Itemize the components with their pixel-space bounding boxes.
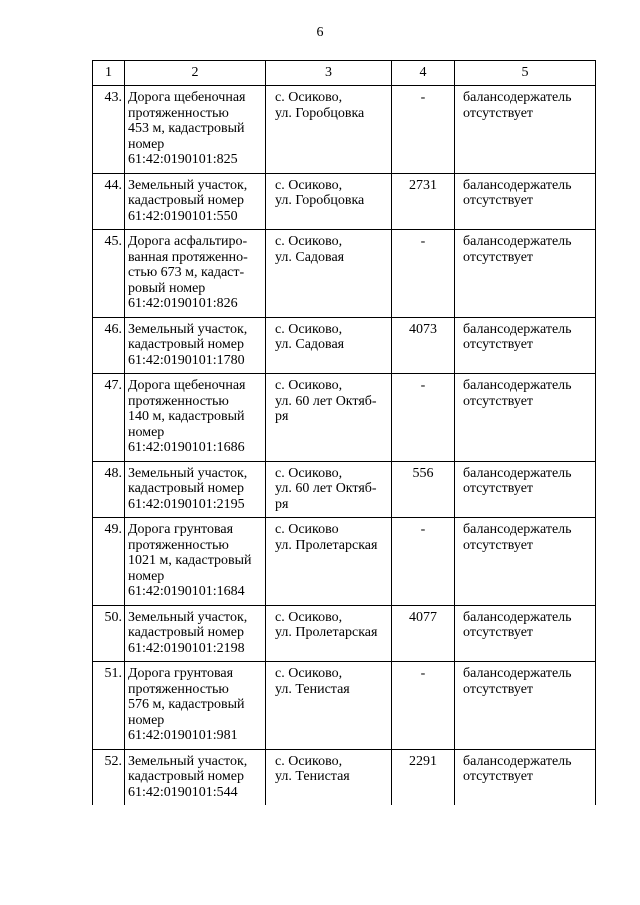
- object-name-line: ванная протяженно-: [128, 249, 248, 265]
- balance-holder-line: балансодержатель: [463, 465, 572, 481]
- object-name-line: протяженностью: [128, 537, 229, 553]
- object-name-line: Дорога щебеночная: [128, 90, 246, 105]
- registry-body: [93, 86, 596, 806]
- table-row: [93, 518, 596, 606]
- object-name-line: 61:42:0190101:1684: [128, 584, 245, 599]
- balance-holder-line: балансодержатель: [463, 609, 572, 625]
- address-line: с. Осиково,: [275, 90, 343, 105]
- area-cell: -: [392, 662, 455, 750]
- object-name-cell: [125, 374, 266, 462]
- address-line: ул. Горобцовка: [275, 105, 365, 121]
- balance-holder-cell: [455, 374, 596, 462]
- address-line: ул. Горобцовка: [275, 193, 365, 208]
- object-name-line: 61:42:0190101:981: [128, 728, 238, 743]
- balance-holder-cell: [455, 518, 596, 606]
- address-line: ул. 60 лет Октяб-: [275, 393, 377, 409]
- balance-holder-line: балансодержатель: [463, 522, 572, 537]
- balance-holder-cell: [455, 461, 596, 518]
- balance-holder-line: балансодержатель: [463, 90, 572, 105]
- object-name-line: 61:42:0190101:550: [128, 208, 238, 224]
- object-name-line: протяженностью: [128, 105, 229, 121]
- row-number-cell: 45.: [93, 230, 125, 318]
- address-cell: [266, 518, 392, 606]
- balance-holder-line: балансодержатель: [463, 177, 572, 193]
- address-cell: [266, 605, 392, 662]
- column-number-2: 2: [125, 61, 266, 86]
- table-row: [93, 374, 596, 462]
- table-row: [93, 317, 596, 374]
- address-line: с. Осиково,: [275, 666, 343, 681]
- object-name-cell: [125, 518, 266, 606]
- row-number-cell: 50.: [93, 605, 125, 662]
- address-line: с. Осиково,: [275, 465, 343, 481]
- balance-holder-line: отсутствует: [463, 681, 534, 697]
- object-name-line: кадастровый номер: [128, 193, 244, 208]
- object-name-line: 61:42:0190101:1780: [128, 352, 245, 368]
- area-cell: 556: [392, 461, 455, 518]
- row-number-cell: 48.: [93, 461, 125, 518]
- object-name-line: Земельный участок,: [128, 465, 248, 481]
- object-name-line: номер: [128, 712, 165, 728]
- object-name-line: Дорога грунтовая: [128, 522, 234, 537]
- row-number-cell: 47.: [93, 374, 125, 462]
- balance-holder-cell: [455, 749, 596, 805]
- area-cell: 2291: [392, 749, 455, 805]
- address-cell: [266, 662, 392, 750]
- address-cell: [266, 374, 392, 462]
- area-cell: -: [392, 374, 455, 462]
- address-line: с. Осиково,: [275, 609, 343, 625]
- address-line: ря: [275, 496, 289, 512]
- object-name-cell: [125, 605, 266, 662]
- row-number-cell: 43.: [93, 86, 125, 174]
- balance-holder-line: отсутствует: [463, 481, 534, 496]
- table-row: [93, 173, 596, 230]
- balance-holder-cell: [455, 86, 596, 174]
- object-name-line: кадастровый номер: [128, 625, 244, 640]
- object-name-cell: [125, 749, 266, 805]
- table-row: [93, 86, 596, 174]
- address-line: ул. Садовая: [275, 337, 345, 352]
- address-line: ул. 60 лет Октяб-: [275, 481, 377, 496]
- column-number-header-row: [93, 61, 596, 86]
- area-cell: 2731: [392, 173, 455, 230]
- balance-holder-line: отсутствует: [463, 625, 534, 640]
- address-cell: [266, 461, 392, 518]
- balance-holder-line: балансодержатель: [463, 753, 572, 769]
- balance-holder-cell: [455, 173, 596, 230]
- table-row: [93, 605, 596, 662]
- address-line: ул. Тенистая: [275, 681, 350, 697]
- balance-holder-line: балансодержатель: [463, 378, 572, 393]
- column-number-3: 3: [266, 61, 392, 86]
- object-name-line: 61:42:0190101:544: [128, 784, 238, 800]
- address-cell: [266, 749, 392, 805]
- balance-holder-line: отсутствует: [463, 249, 534, 265]
- object-name-line: номер: [128, 568, 165, 584]
- table-row: [93, 230, 596, 318]
- object-name-line: 61:42:0190101:1686: [128, 440, 245, 455]
- balance-holder-line: отсутствует: [463, 105, 534, 121]
- object-name-cell: [125, 86, 266, 174]
- object-name-line: 140 м, кадастровый: [128, 409, 245, 424]
- address-cell: [266, 86, 392, 174]
- address-line: ул. Садовая: [275, 249, 345, 265]
- balance-holder-line: отсутствует: [463, 537, 534, 553]
- address-line: ря: [275, 409, 289, 424]
- object-name-cell: [125, 317, 266, 374]
- object-name-line: стью 673 м, кадаст-: [128, 265, 245, 280]
- object-name-line: 61:42:0190101:2198: [128, 640, 245, 656]
- row-number-cell: 49.: [93, 518, 125, 606]
- object-name-line: Дорога асфальтиро-: [128, 234, 248, 249]
- area-cell: 4077: [392, 605, 455, 662]
- object-name-line: Дорога грунтовая: [128, 666, 234, 681]
- balance-holder-line: балансодержатель: [463, 666, 572, 681]
- object-name-line: 576 м, кадастровый: [128, 697, 245, 712]
- address-line: ул. Пролетарская: [275, 625, 378, 640]
- balance-holder-cell: [455, 230, 596, 318]
- table-row: [93, 749, 596, 805]
- column-number-1: 1: [93, 61, 125, 86]
- object-name-line: кадастровый номер: [128, 769, 244, 784]
- area-cell: -: [392, 518, 455, 606]
- table-row: [93, 461, 596, 518]
- address-line: с. Осиково,: [275, 321, 343, 337]
- object-name-line: 61:42:0190101:826: [128, 296, 238, 311]
- object-name-line: Земельный участок,: [128, 177, 248, 193]
- balance-holder-cell: [455, 317, 596, 374]
- address-line: с. Осиково,: [275, 234, 343, 249]
- row-number-cell: 52.: [93, 749, 125, 805]
- balance-holder-line: балансодержатель: [463, 234, 572, 249]
- object-name-line: 1021 м, кадастровый: [128, 553, 252, 568]
- object-name-cell: [125, 662, 266, 750]
- object-name-line: протяженностью: [128, 681, 229, 697]
- address-line: с. Осиково: [275, 522, 339, 537]
- object-name-line: Дорога щебеночная: [128, 378, 246, 393]
- area-cell: -: [392, 86, 455, 174]
- property-registry-table: [92, 60, 596, 805]
- area-cell: 4073: [392, 317, 455, 374]
- object-name-cell: [125, 230, 266, 318]
- balance-holder-line: отсутствует: [463, 393, 534, 409]
- row-number-cell: 46.: [93, 317, 125, 374]
- balance-holder-line: отсутствует: [463, 193, 534, 208]
- object-name-line: протяженностью: [128, 393, 229, 409]
- address-line: с. Осиково,: [275, 177, 343, 193]
- balance-holder-cell: [455, 605, 596, 662]
- balance-holder-line: отсутствует: [463, 337, 534, 352]
- object-name-line: 453 м, кадастровый: [128, 121, 245, 136]
- address-cell: [266, 317, 392, 374]
- object-name-line: номер: [128, 136, 165, 152]
- object-name-line: Земельный участок,: [128, 753, 248, 769]
- column-number-5: 5: [455, 61, 596, 86]
- object-name-line: кадастровый номер: [128, 481, 244, 496]
- page-number: 6: [316, 25, 324, 40]
- column-number-4: 4: [392, 61, 455, 86]
- address-cell: [266, 173, 392, 230]
- address-line: ул. Пролетарская: [275, 537, 378, 553]
- balance-holder-line: отсутствует: [463, 769, 534, 784]
- row-number-cell: 44.: [93, 173, 125, 230]
- object-name-cell: [125, 461, 266, 518]
- object-name-line: 61:42:0190101:2195: [128, 496, 245, 512]
- table-row: [93, 662, 596, 750]
- balance-holder-line: балансодержатель: [463, 321, 572, 337]
- address-line: с. Осиково,: [275, 753, 343, 769]
- object-name-cell: [125, 173, 266, 230]
- address-line: с. Осиково,: [275, 378, 343, 393]
- object-name-line: номер: [128, 424, 165, 440]
- address-cell: [266, 230, 392, 318]
- object-name-line: Земельный участок,: [128, 321, 248, 337]
- balance-holder-cell: [455, 662, 596, 750]
- object-name-line: ровый номер: [128, 280, 206, 296]
- object-name-line: 61:42:0190101:825: [128, 152, 238, 167]
- row-number-cell: 51.: [93, 662, 125, 750]
- object-name-line: Земельный участок,: [128, 609, 248, 625]
- area-cell: -: [392, 230, 455, 318]
- object-name-line: кадастровый номер: [128, 337, 244, 352]
- address-line: ул. Тенистая: [275, 769, 350, 784]
